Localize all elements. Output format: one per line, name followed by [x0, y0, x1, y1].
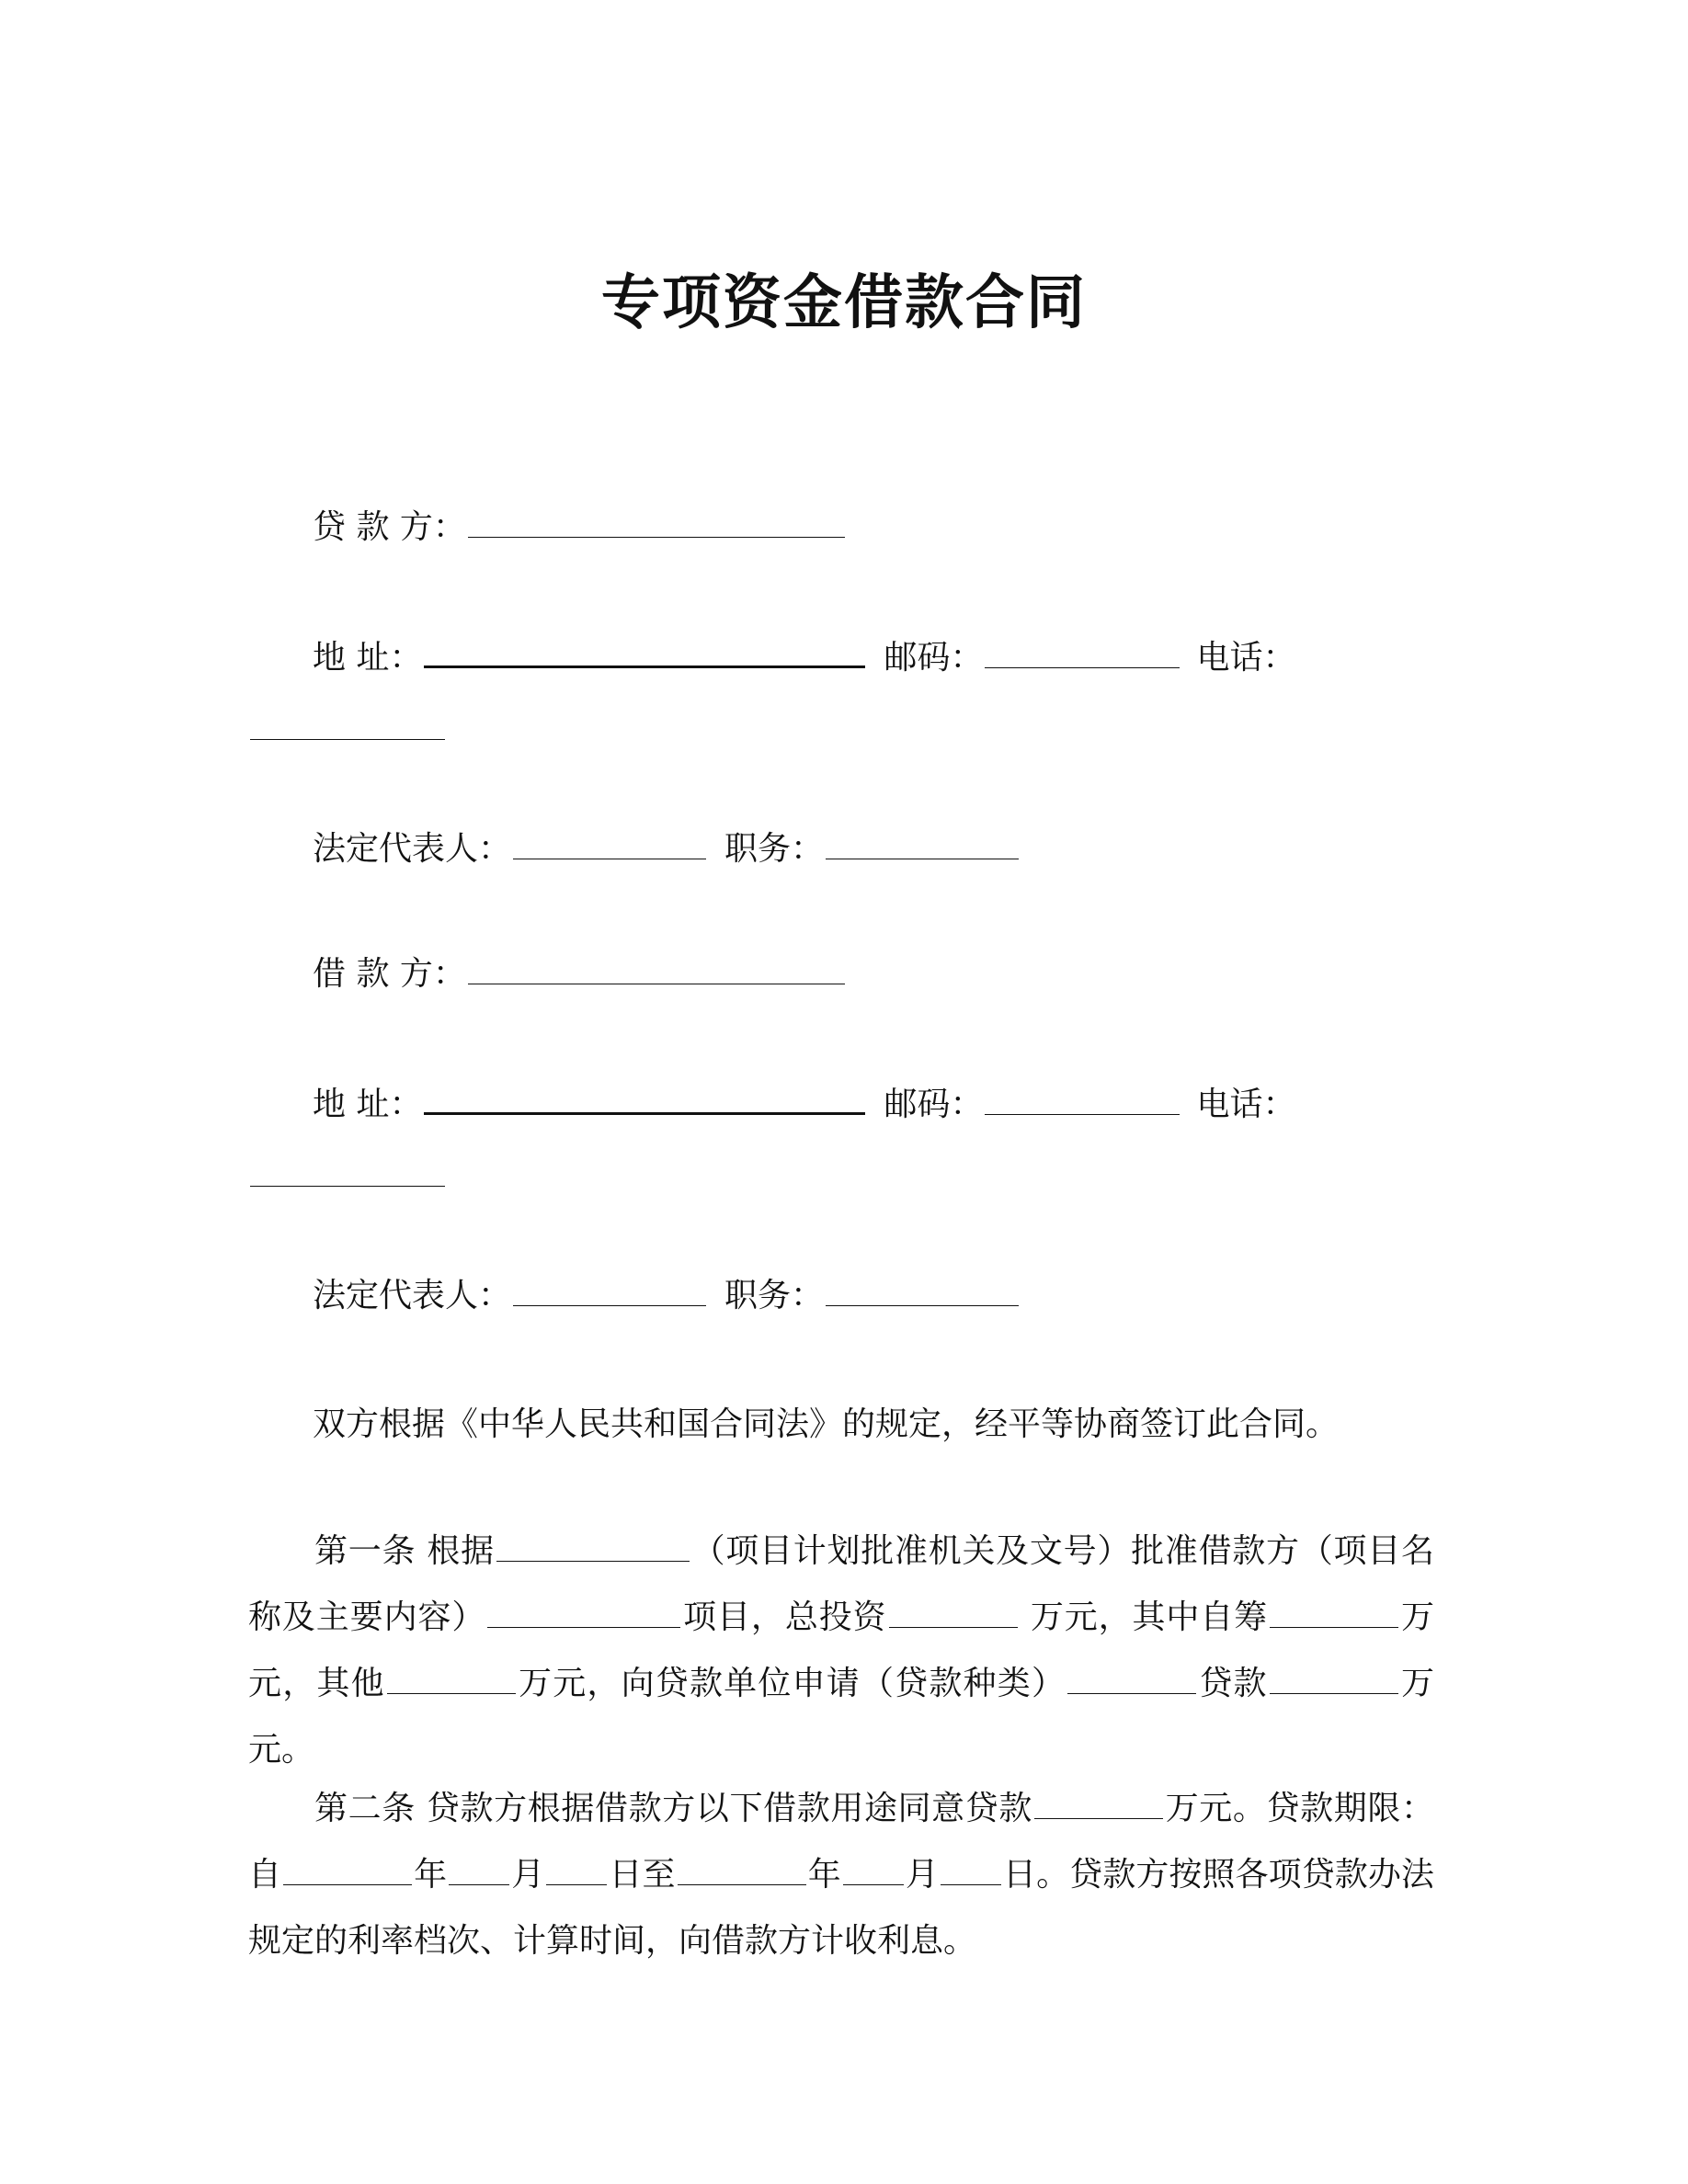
article-2	[248, 1776, 1434, 1974]
lender-address-line	[313, 634, 1295, 680]
end-month-blank[interactable]	[843, 1853, 904, 1885]
loan-type-blank[interactable]	[1067, 1662, 1196, 1694]
article-2-text-3: 年	[414, 1856, 448, 1894]
article-1-text-8: 万元。	[248, 1665, 1434, 1769]
loan-amount-blank[interactable]	[1270, 1662, 1398, 1694]
start-day-blank[interactable]	[546, 1853, 607, 1885]
end-year-blank[interactable]	[678, 1853, 806, 1885]
article-2-text-8: 日。贷款方按照各项贷款办法规定的利率档次、计算时间，向借款方计收利息。	[248, 1856, 1434, 1960]
start-month-blank[interactable]	[449, 1853, 509, 1885]
lender-address-blank[interactable]	[424, 634, 865, 668]
lender-rep-blank[interactable]	[513, 827, 706, 859]
start-year-blank[interactable]	[283, 1853, 412, 1885]
article-1-text-7: 贷款	[1198, 1665, 1268, 1702]
other-funds-blank[interactable]	[387, 1662, 516, 1694]
lender-rep-label: 法定代表人：	[313, 830, 512, 868]
borrower-address-label: 地 址：	[313, 1086, 423, 1123]
borrower-label: 借 款 方：	[313, 955, 466, 993]
lender-phone-label: 电话：	[1196, 639, 1296, 677]
borrower-position-label: 职务：	[724, 1277, 825, 1314]
article-1-text-6: 万元，向贷款单位申请（贷款种类）	[517, 1665, 1066, 1702]
agreed-loan-blank[interactable]	[1034, 1787, 1163, 1819]
lender-address-label: 地 址：	[313, 639, 423, 677]
borrower-name-blank[interactable]	[468, 952, 845, 984]
end-day-blank[interactable]	[941, 1853, 1001, 1885]
article-2-text-2: 万元。贷款期限：自	[248, 1790, 1434, 1894]
lender-rep-line	[313, 827, 1021, 871]
lender-phone-blank-line	[248, 708, 447, 752]
borrower-rep-blank[interactable]	[513, 1274, 706, 1306]
article-2-text-7: 月	[905, 1856, 939, 1894]
self-raised-blank[interactable]	[1270, 1596, 1398, 1628]
document-title: 专项资金借款合同	[601, 268, 1087, 337]
borrower-phone-blank[interactable]	[250, 1155, 445, 1187]
lender-name-blank[interactable]	[468, 506, 845, 538]
borrower-line	[313, 952, 847, 996]
lender-postcode-blank[interactable]	[985, 636, 1180, 668]
borrower-rep-label: 法定代表人：	[313, 1277, 512, 1314]
article-1-text-3: 项目，总投资	[682, 1598, 887, 1636]
article-1	[248, 1519, 1434, 1783]
article-2-text-6: 年	[807, 1856, 841, 1894]
borrower-address-line	[313, 1081, 1295, 1127]
article-1-text-2: （项目计划批准机关及文号）批准借款方（项目名称及主要内容）	[248, 1532, 1434, 1636]
borrower-phone-label: 电话：	[1196, 1086, 1296, 1123]
approval-authority-blank[interactable]	[496, 1530, 690, 1562]
lender-position-blank[interactable]	[826, 827, 1019, 859]
lender-line	[313, 506, 847, 550]
article-2-text-4: 月	[511, 1856, 545, 1894]
borrower-postcode-blank[interactable]	[985, 1083, 1180, 1115]
lender-postcode-label: 邮码：	[884, 639, 984, 677]
borrower-postcode-label: 邮码：	[884, 1086, 984, 1123]
article-2-text-5: 日至	[609, 1856, 676, 1894]
total-investment-blank[interactable]	[889, 1596, 1018, 1628]
intro-paragraph: 双方根据《中华人民共和国合同法》的规定，经平等协商签订此合同。	[313, 1405, 1340, 1443]
article-1-text-4: 万元，其中自筹	[1019, 1598, 1269, 1636]
borrower-address-blank[interactable]	[424, 1081, 865, 1115]
borrower-phone-blank-line	[248, 1155, 447, 1199]
article-1-text-1: 第一条 根据	[314, 1532, 495, 1570]
borrower-position-blank[interactable]	[826, 1274, 1019, 1306]
borrower-rep-line	[313, 1274, 1021, 1318]
article-1-text-5: 万元，其他	[248, 1598, 1434, 1702]
lender-label: 贷 款 方：	[313, 508, 466, 546]
lender-position-label: 职务：	[724, 830, 825, 868]
lender-phone-blank[interactable]	[250, 708, 445, 740]
article-2-text-1: 第二条 贷款方根据借款方以下借款用途同意贷款	[314, 1790, 1033, 1827]
project-name-blank[interactable]	[487, 1596, 680, 1628]
